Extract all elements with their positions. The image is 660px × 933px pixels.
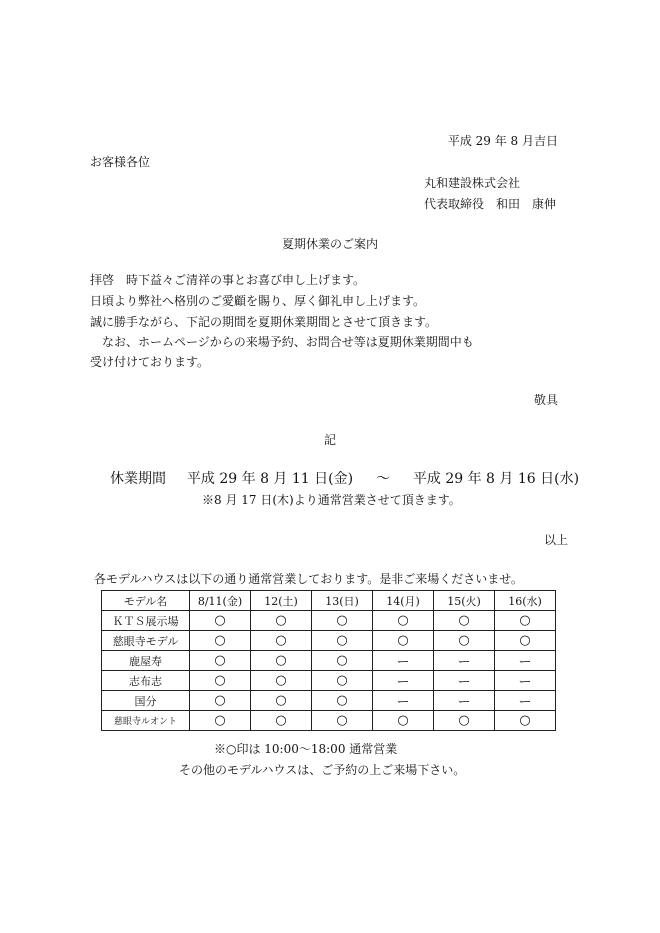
table-intro: 各モデルハウスは以下の通り通常営業しております。是非ご来場くださいませ。 — [94, 572, 523, 586]
schedule-cell: ○ — [251, 611, 312, 631]
body-line-1: 拝啓 時下益々ご清祥の事とお喜び申し上げます。 — [90, 273, 366, 287]
schedule-cell: ー — [495, 691, 556, 711]
schedule-cell: ○ — [495, 711, 556, 731]
period-separator: ～ — [375, 471, 390, 487]
row-model-name: 国分 — [102, 691, 190, 711]
period-note: ※8 月 17 日(木)より通常営業させて頂きます。 — [202, 493, 461, 507]
row-model-name: 慈眼寺ルオント — [102, 711, 190, 731]
period-end: 平成 29 年 8 月 16 日(水) — [412, 471, 580, 487]
document-title: 夏期休業のご案内 — [281, 237, 378, 251]
table-note-other: その他のモデルハウスは、ご予約の上ご来場下さい。 — [179, 763, 466, 777]
schedule-cell: ○ — [495, 631, 556, 651]
closing-ijou: 以上 — [543, 533, 568, 547]
header-day-11: 8/11(金) — [190, 591, 251, 611]
header-day-15: 15(火) — [434, 591, 495, 611]
schedule-cell: ー — [434, 691, 495, 711]
schedule-cell: ○ — [190, 711, 251, 731]
header-model-name: モデル名 — [102, 591, 190, 611]
schedule-cell: ○ — [495, 611, 556, 631]
row-model-name: ＫＴＳ展示場 — [102, 611, 190, 631]
table-row — [102, 711, 556, 731]
schedule-cell: ー — [373, 691, 434, 711]
model-house-schedule-table — [101, 590, 556, 731]
body-line-4: なお、ホームページからの来場予約、お問合せ等は夏期休業期間中も — [90, 335, 474, 349]
header-day-13: 13(日) — [312, 591, 373, 611]
table-row — [102, 611, 556, 631]
schedule-cell: ○ — [312, 611, 373, 631]
schedule-cell: ー — [373, 651, 434, 671]
schedule-cell: ー — [434, 671, 495, 691]
row-model-name: 鹿屋寿 — [102, 651, 190, 671]
schedule-cell: ー — [373, 671, 434, 691]
table-note-hours: ※○印は 10:00～18:00 通常営業 — [214, 742, 398, 756]
schedule-cell: ○ — [312, 711, 373, 731]
schedule-cell: ー — [495, 671, 556, 691]
table-header-row — [102, 591, 556, 611]
schedule-cell: ○ — [373, 631, 434, 651]
schedule-cell: ○ — [251, 691, 312, 711]
schedule-cell: ー — [434, 651, 495, 671]
schedule-cell: ○ — [251, 671, 312, 691]
schedule-cell: ○ — [434, 611, 495, 631]
header-day-12: 12(土) — [251, 591, 312, 611]
row-model-name: 慈眼寺モデル — [102, 631, 190, 651]
header-day-16: 16(水) — [495, 591, 556, 611]
row-model-name: 志布志 — [102, 671, 190, 691]
schedule-cell: ○ — [434, 711, 495, 731]
schedule-cell: ○ — [434, 631, 495, 651]
table-row — [102, 651, 556, 671]
schedule-cell: ○ — [312, 651, 373, 671]
schedule-cell: ○ — [190, 691, 251, 711]
schedule-cell: ○ — [373, 711, 434, 731]
schedule-cell: ○ — [190, 631, 251, 651]
table-row — [102, 631, 556, 651]
schedule-cell: ○ — [251, 631, 312, 651]
issue-date: 平成 29 年 8 月吉日 — [447, 134, 558, 148]
schedule-cell: ○ — [251, 711, 312, 731]
closure-period — [110, 470, 580, 488]
period-start: 平成 29 年 8 月 11 日(金) — [186, 471, 354, 487]
schedule-cell: ○ — [190, 651, 251, 671]
schedule-cell: ○ — [373, 611, 434, 631]
schedule-cell: ○ — [190, 611, 251, 631]
recipient: お客様各位 — [90, 155, 151, 169]
table-row — [102, 671, 556, 691]
body-line-5: 受け付けております。 — [90, 355, 210, 369]
period-label: 休業期間 — [110, 471, 166, 487]
representative: 代表取締役 和田 康伸 — [424, 197, 557, 211]
schedule-cell: ○ — [190, 671, 251, 691]
header-day-14: 14(月) — [373, 591, 434, 611]
schedule-cell: ○ — [312, 631, 373, 651]
closing-keigu: 敬具 — [533, 393, 558, 407]
body-line-2: 日頃より弊社へ格別のご愛顧を賜り、厚く御礼申し上げます。 — [90, 294, 426, 308]
body-line-3: 誠に勝手ながら、下記の期間を夏期休業期間とさせて頂きます。 — [90, 315, 438, 329]
company-name: 丸和建設株式会社 — [424, 176, 521, 190]
ki-heading: 記 — [323, 433, 336, 447]
table-row — [102, 691, 556, 711]
schedule-cell: ー — [495, 651, 556, 671]
schedule-cell: ○ — [251, 651, 312, 671]
schedule-cell: ○ — [312, 691, 373, 711]
schedule-cell: ○ — [312, 671, 373, 691]
